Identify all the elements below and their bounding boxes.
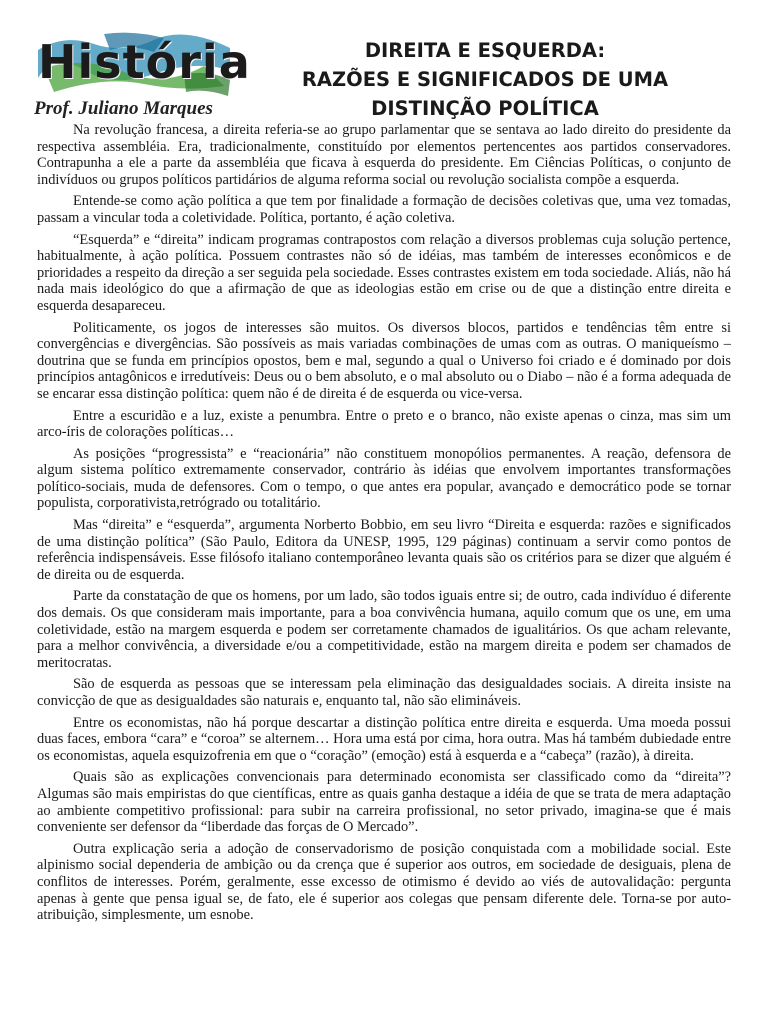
- paragraph: Na revolução francesa, a direita referia-se ao grupo parlamentar que se sentava ao lado direito do presidente da respectiva assembléia. Era, tradicionalmente, constituído por elementos pertencentes aos partidos conservadores. Contrapunha a ele a parte da assembléia que ficava à esquerda do presidente. Em Ciências Políticas, o conjunto de indivíduos ou grupos políticos partidários de alguma reforma social ou revolução socialista compõe a esquerda.: [37, 122, 731, 188]
- paragraph: As posições “progressista” e “reacionária” não constituem monopólios permanentes. A reação, defensora de algum sistema político extremamente conservador, contrário às idéias que envolvem importantes transformações político-sociais, muda de defensores. Com o tempo, o que antes era popular, avançado e democrático pode se tornar populista, corporativista,retrógrado ou totalitário.: [37, 445, 731, 512]
- article-body: [37, 122, 731, 929]
- page-header: [0, 0, 768, 124]
- paragraph: “Esquerda” e “direita” indicam programas contrapostos com relação a diversos problemas cuja solução pertence, habitualmente, à ação política. Possuem contrastes não só de idéias, mas também de interesses econômicos e de prioridades a respeito da direção a ser seguida pela sociedade. Esses contrastes existem em toda sociedade. Aliás, não há nada mais ideológico do que a afirmação de que as ideologias estão em crise ou de que a distinção entre direita e esquerda desapareceu.: [37, 231, 731, 314]
- paragraph: Entende-se como ação política a que tem por finalidade a formação de decisões coletivas que, uma vez tomadas, passam a vincular toda a coletividade. Política, portanto, é ação coletiva.: [37, 193, 731, 226]
- title-line-3: DISTINÇÃO POLÍTICA: [371, 97, 599, 120]
- paragraph: São de esquerda as pessoas que se interessam pela eliminação das desigualdades sociais. A direita insiste na convicção de que as desigualdades são naturais e, enquanto tal, não são elimináveis.: [37, 676, 731, 709]
- paragraph: Entre os economistas, não há porque descartar a distinção política entre direita e esquerda. Uma moeda possui duas faces, embora “cara” e “coroa” se alternem… Hora uma está por cima, hora outra. Mas há também dubiedade entre os economistas, aquela esquizofrenia em que o “coração” (emoção) está à esquerda e a “cabeça” (razão), à direita.: [37, 714, 731, 764]
- document-title: [280, 36, 690, 123]
- author-name: Prof. Juliano Marques: [34, 98, 213, 119]
- paragraph: Quais são as explicações convencionais para determinado economista ser classificado como da “direita”? Algumas são mais empiristas do que científicas, entre as quais ganha destaque a idéia de que se trata de mera adaptação ao ambiente competitivo profissional: para subir na carreira profissional, no setor privado, imagina-se que é mais conveniente ser defensor da “liberdade das forças de O Mercado”.: [37, 769, 731, 836]
- paragraph: Politicamente, os jogos de interesses são muitos. Os diversos blocos, partidos e tendências têm entre si convergências e divergências. São possíveis as mais variadas combinações de umas com as outras. O maniqueísmo – doutrina que se funda em princípios opostos, bem e mal, segundo a qual o Universo foi criado e é dominado por dois princípios antagônicos e irredutíveis: Deus ou o bem absoluto, e o mal absoluto ou o Diabo – não é a forma adequada de se encarar essa distinção política: quem não é de direita é de esquerda ou vice-versa.: [37, 319, 731, 402]
- logo-word: História: [38, 35, 251, 89]
- paragraph: Outra explicação seria a adoção de conservadorismo de posição conquistada com a mobilidade social. Este alpinismo social dependeria de ambição ou da crença que é superior aos outros, em sociedade de desiguais, plena de conflitos de interesses. Porém, geralmente, esse excesso de otimismo é devido ao viés de autovalidação: pergunta apenas à gente que pensa igual se, de fato, ele é superior aos colegas que pensam diferente dele. Torna-se por auto-atribuição, simplesmente, um esnobe.: [37, 840, 731, 924]
- historia-logo: [34, 30, 251, 124]
- paragraph: Mas “direita” e “esquerda”, argumenta Norberto Bobbio, em seu livro “Direita e esquerda: razões e significados de uma distinção política” (São Paulo, Editora da UNESP, 1995, 129 páginas) continuam a servir como pontos de referência indispensáveis. Esse filósofo italiano contemporâneo levanta quais são os critérios para se dizer que alguém é de direita ou de esquerda.: [37, 517, 731, 583]
- title-line-1: DIREITA E ESQUERDA:: [364, 39, 606, 62]
- paragraph: Parte da constatação de que os homens, por um lado, são todos iguais entre si; de outro, cada indivíduo é diferente dos demais. Os que consideram mais importante, para a boa convivência humana, aquilo comum que os une, em uma coletividade, estão na margem esquerda e podem ser corretamente chamados de igualitários. Os que acham relevante, para a melhor convivência, a diversidade e/ou a competitividade, estão na margem direita e podem ser chamados de meritocratas.: [37, 588, 731, 671]
- title-line-2: RAZÕES E SIGNIFICADOS DE UMA: [301, 68, 669, 91]
- paragraph: Entre a escuridão e a luz, existe a penumbra. Entre o preto e o branco, não existe apenas o cinza, mas sim um arco-íris de colorações políticas…: [37, 407, 731, 441]
